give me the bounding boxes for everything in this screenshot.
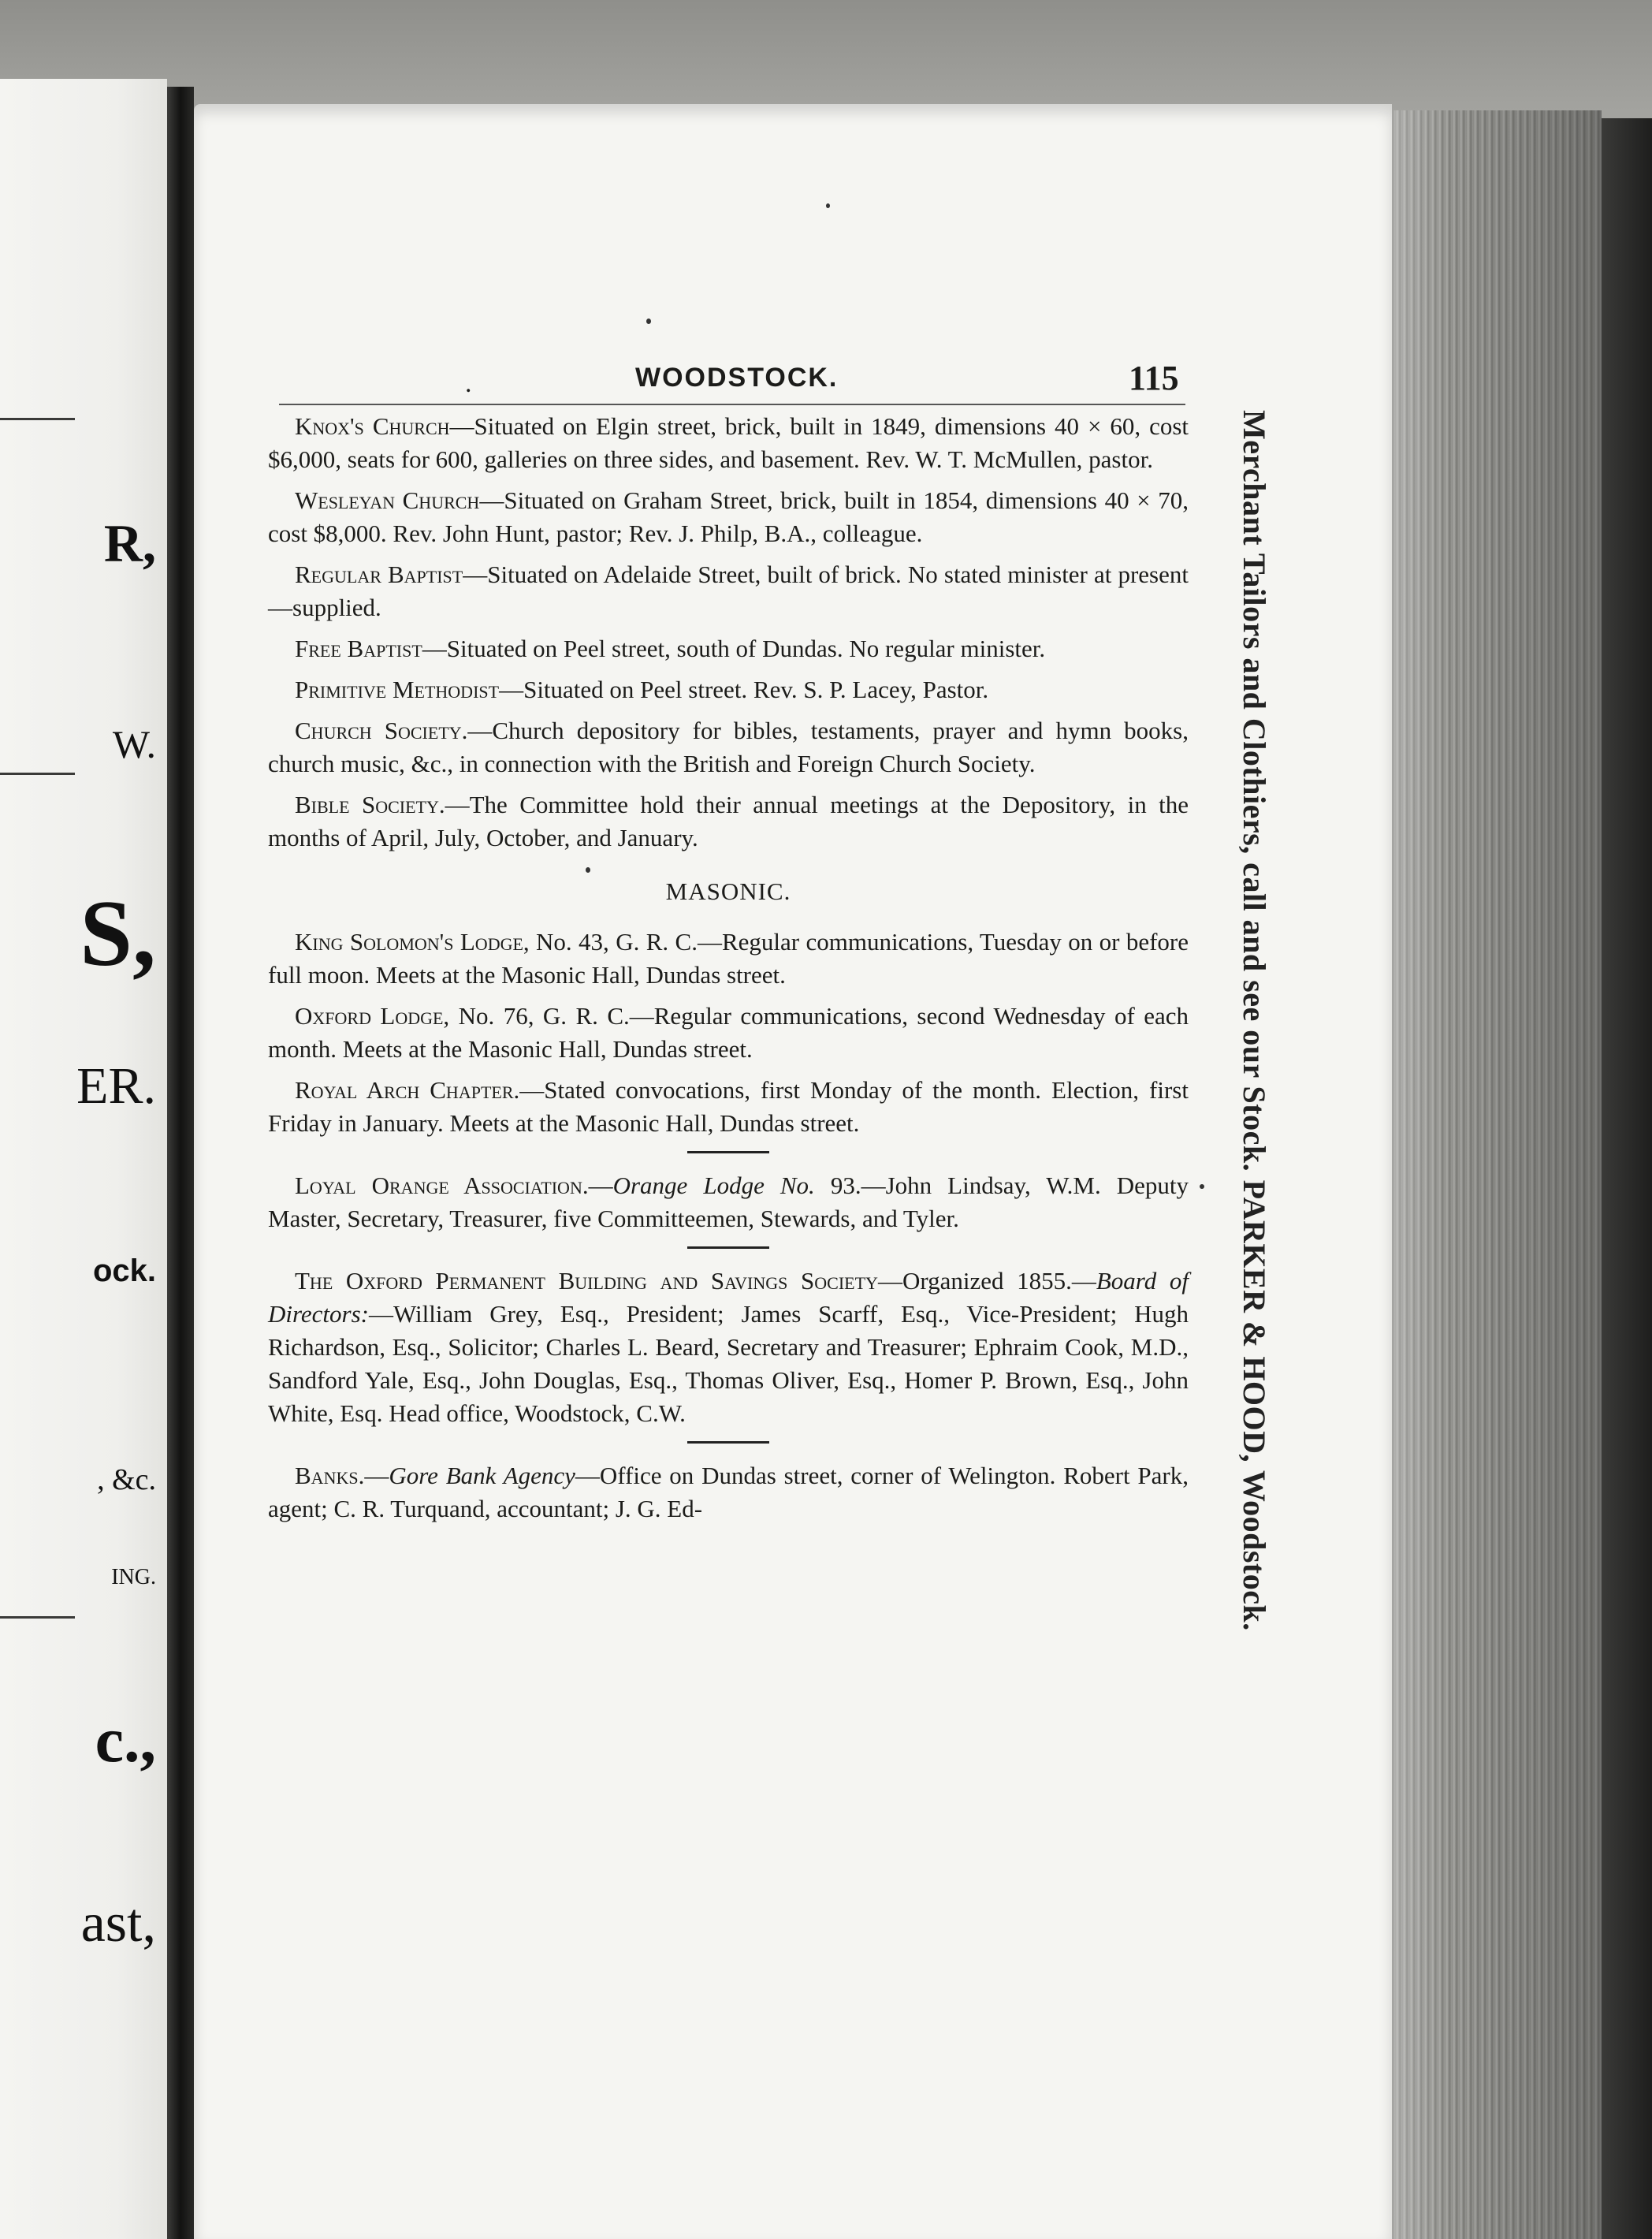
entry-name: Loyal Orange Association. xyxy=(295,1172,589,1199)
entry-name: Church Society. xyxy=(295,717,468,744)
entry-text: —Situated on Peel street, south of Dundas. No regular minister. xyxy=(422,635,1046,662)
entry-text: —Situated on Adelaide Street, built of brick. No stated minister at present—supplied. xyxy=(268,561,1189,621)
left-page-text: S, xyxy=(80,881,156,985)
left-page-text: ER. xyxy=(76,1057,156,1115)
book-gutter xyxy=(167,87,194,2239)
entry-text: —Situated on Elgin street, brick, built in 1849, dimensions 40 × 60, cost $6,000, seats for 600, galleries on three sides, and basement. Rev. W. T. McMullen, pastor. xyxy=(268,412,1189,473)
entry-text: —Situated on Graham Street, brick, built in 1854, dimensions 40 × 70, cost $8,000. Rev. John Hunt, pastor; Rev. J. Philp, B.A., colleague. xyxy=(268,486,1189,547)
entry-name: Royal Arch Chapter. xyxy=(295,1076,520,1104)
left-page-text: , &c. xyxy=(97,1463,156,1496)
directory-entry xyxy=(268,1074,1189,1140)
entry-name: Knox's Church xyxy=(295,412,450,440)
left-page-text: ock. xyxy=(92,1254,156,1288)
entry-name: King Solomon's Lodge, xyxy=(295,928,530,956)
ink-speck xyxy=(826,203,830,208)
left-page-text: W. xyxy=(112,722,156,766)
directory-entry xyxy=(268,1459,1189,1526)
entry-text: —Office on Dundas street, corner of Welington. Robert Park, agent; C. R. Turquand, accountant; J. G. Ed- xyxy=(268,1462,1189,1522)
left-page-text: ING. xyxy=(111,1565,156,1589)
running-title: WOODSTOCK. xyxy=(635,363,839,393)
entry-text: —William Grey, Esq., President; James Scarff, Esq., Vice-President; Hugh Richardson, Esq., Solicitor; Charles L. Beard, Secretary and Treasurer; Ephraim Cook, M.D., Sandford Yale, Esq., John Douglas, Esq., Thomas Oliver, Esq., Homer P. Brown, Esq., John White, Esq. Head office, Woodstock, C.W. xyxy=(268,1300,1189,1427)
page-number: 115 xyxy=(1129,359,1179,397)
entry-text: —The Committee hold their annual meetings at the Depository, in the months of April, July, October, and January. xyxy=(268,791,1189,851)
directory-entry xyxy=(268,1000,1189,1066)
directory-entry xyxy=(268,632,1189,665)
directory-entry xyxy=(268,1169,1189,1235)
entry-name: Wesleyan Church xyxy=(295,486,480,514)
directory-entry xyxy=(268,1265,1189,1430)
entry-text: No. 76, G. R. C.—Regular communications, second Wednesday of each month. Meets at the Masonic Hall, Dundas street. xyxy=(268,1002,1189,1063)
left-page-text: ast, xyxy=(80,1893,156,1954)
directory-entry xyxy=(268,926,1189,992)
directory-entry xyxy=(268,673,1189,706)
header-rule xyxy=(279,404,1185,405)
page-edges-shade xyxy=(1381,110,1602,2239)
left-page-fragment xyxy=(0,79,167,2239)
outer-shadow xyxy=(1602,118,1652,2239)
section-divider xyxy=(687,1441,769,1444)
section-title-masonic: MASONIC. xyxy=(665,877,791,905)
entry-board: Board of Directors: xyxy=(268,1267,1189,1328)
entry-agency: Gore Bank Agency xyxy=(389,1462,575,1489)
entry-name: Free Baptist xyxy=(295,635,422,662)
entry-text: No. 43, G. R. C.—Regular communications, Tuesday on or before full moon. Meets at the Masonic Hall, Dundas street. xyxy=(268,928,1189,989)
entry-name: Bible Society. xyxy=(295,791,445,818)
entry-text: —Stated convocations, first Monday of the month. Election, first Friday in January. Meets at the Masonic Hall, Dundas street. xyxy=(268,1076,1189,1137)
entry-name: Oxford Lodge, xyxy=(295,1002,450,1030)
entry-name: Banks. xyxy=(295,1462,365,1489)
entry-text: —Church depository for bibles, testaments, prayer and hymn books, church music, &c., in connection with the British and Foreign Church Society. xyxy=(268,717,1189,777)
directory-entry xyxy=(268,410,1189,476)
section-divider xyxy=(687,1246,769,1249)
entry-text: —Situated on Peel street. Rev. S. P. Lacey, Pastor. xyxy=(499,676,989,703)
side-advertisement: Merchant Tailors and Clothiers, call and see our Stock. PARKER & HOOD, Woodstock. xyxy=(1237,410,1272,1631)
left-page-text: R, xyxy=(103,513,156,573)
entry-lodge: Orange Lodge No. xyxy=(612,1172,815,1199)
header-ornament: . xyxy=(465,369,472,398)
left-page-rule xyxy=(0,418,75,420)
left-page-rule xyxy=(0,773,75,775)
directory-entry xyxy=(268,788,1189,855)
entry-dash: — xyxy=(588,1172,613,1199)
ink-speck xyxy=(586,867,590,873)
directory-entry xyxy=(268,484,1189,550)
page-body xyxy=(268,410,1189,1533)
entry-name: The Oxford Permanent Building and Savings Society xyxy=(295,1267,878,1295)
entry-name: Primitive Methodist xyxy=(295,676,500,703)
left-page-rule xyxy=(0,1616,75,1619)
ink-speck xyxy=(646,319,651,324)
entry-text: —Organized 1855.— xyxy=(877,1267,1096,1295)
section-divider xyxy=(687,1151,769,1153)
entry-text: 93.—John Lindsay, W.M. Deputy Master, Secretary, Treasurer, five Committeemen, Stewards, and Tyler. xyxy=(268,1172,1189,1232)
directory-entry xyxy=(268,714,1189,780)
entry-name: Regular Baptist xyxy=(295,561,463,588)
ink-speck xyxy=(1200,1184,1204,1189)
directory-entry xyxy=(268,558,1189,624)
entry-dash: — xyxy=(364,1462,389,1489)
left-page-text: c., xyxy=(95,1704,156,1775)
